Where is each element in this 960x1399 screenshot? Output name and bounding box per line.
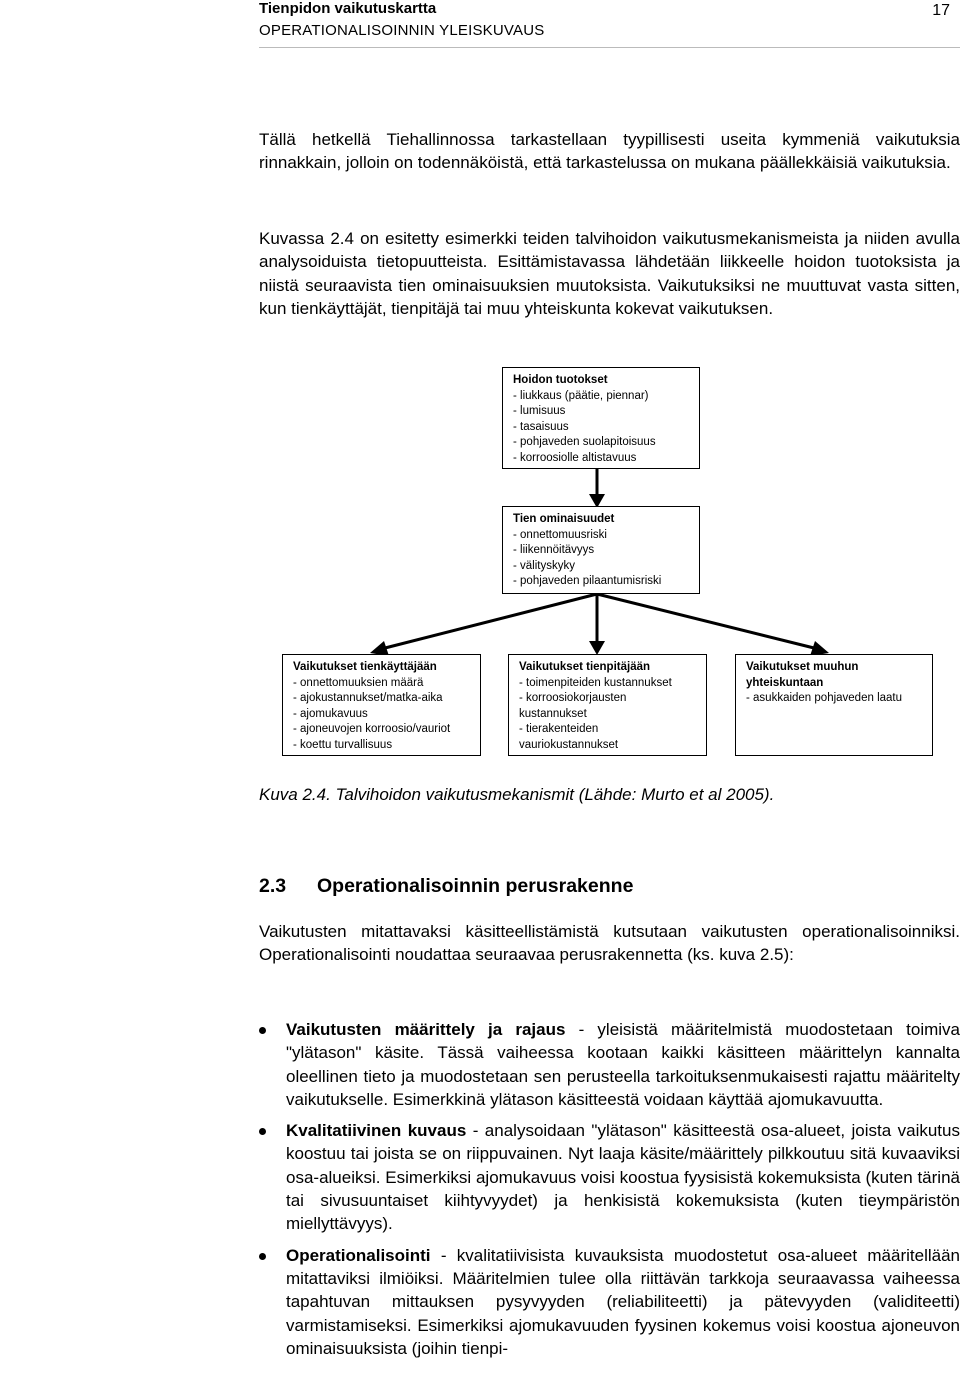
bullet-term: Kvalitatiivinen kuvaus	[286, 1121, 467, 1141]
list-item: - koettu turvallisuus	[293, 738, 393, 751]
bullet-term: Operationalisointi	[286, 1245, 431, 1265]
box-effects-road-maintainer-title: Vaikutukset tienpitäjään	[519, 661, 651, 673]
box-effects-society	[735, 654, 933, 756]
list-item: vauriokustannukset	[519, 738, 619, 751]
list-item: - pohjaveden suolapitoisuus	[513, 436, 656, 449]
list-item: - liikennöitävyys	[513, 544, 595, 557]
list-item: - tierakenteiden	[519, 723, 599, 736]
list-item: - onnettomuuksien määrä	[293, 676, 424, 689]
list-item	[259, 1244, 960, 1360]
box-road-properties-title: Tien ominaisuudet	[513, 513, 615, 525]
list-item: - lumisuus	[513, 405, 566, 418]
section-intro-paragraph: Vaikutusten mitattavaksi käsitteellistämistä kutsutaan vaikutusten operationalisoinniksi. Operationalisointi noudattaa seuraavaa perusrakennetta (ks. kuva 2.5):	[259, 922, 960, 965]
running-header-title: Tienpidon vaikutuskartta	[259, 0, 437, 17]
list-item: - asukkaiden pohjaveden laatu	[746, 692, 903, 705]
list-item: - onnettomuusriski	[513, 528, 607, 541]
list-item	[259, 1018, 960, 1111]
arrow-to-society	[597, 594, 814, 648]
box-maintenance-outputs	[502, 367, 700, 469]
box-maintenance-outputs-title: Hoidon tuotokset	[513, 374, 608, 386]
bullet-icon	[259, 1128, 266, 1135]
list-item: - ajomukavuus	[293, 707, 368, 720]
arrowhead-maintainer	[589, 641, 605, 655]
list-item	[259, 1119, 960, 1235]
box-effects-road-maintainer	[508, 654, 707, 756]
bullet-list	[259, 1018, 960, 1368]
section-title: Operationalisoinnin perusrakenne	[317, 875, 634, 897]
section-heading	[259, 875, 633, 898]
bullet-term: Vaikutusten määrittely ja rajaus	[286, 1020, 566, 1039]
list-item: kustannukset	[519, 707, 587, 720]
list-item: - korroosiokorjausten	[519, 692, 627, 705]
section-number: 2.3	[259, 875, 287, 897]
bullet-icon	[259, 1253, 266, 1260]
box-effects-society-title-line-1: Vaikutukset muuhun	[746, 661, 859, 673]
page-number: 17	[932, 2, 950, 19]
paragraph-2: Kuvassa 2.4 on esitetty esimerkki teiden talvihoidon vaikutusmekanismeista ja niiden avulla analysoiduista tietopuutteista. Esittämistavassa lähdetään liikkeelle hoidon tuotoksista ja niistä seuraavista tien ominaisuuksien muutoksista. Vaikutuksiksi ne muuttuvat vasta sitten, kun tienkäyttäjät, tienpitäjä tai muu yhteiskunta kokevat vaikutuksen.	[259, 229, 960, 318]
box-effects-society-title-line-2: yhteiskuntaan	[746, 676, 824, 689]
list-item: - ajoneuvojen korroosio/vauriot	[293, 723, 451, 736]
list-item: - välityskyky	[513, 559, 575, 572]
box-effects-road-users	[282, 654, 481, 756]
bullet-icon	[259, 1027, 266, 1034]
paragraph-1: Tällä hetkellä Tiehallinnossa tarkastellaan tyypillisesti useita kymmeniä vaikutuksia rinnakkain, jolloin on todennäköistä, että tarkastelussa on mukana päällekkäisiä vaikutuksia.	[259, 130, 960, 173]
box-effects-road-users-title: Vaikutukset tienkäyttäjään	[293, 661, 437, 673]
arrow-to-users	[385, 594, 597, 648]
list-item: - ajokustannukset/matka-aika	[293, 692, 443, 705]
bullet-text: - kvalitatiivisista kuvauksista muodostetut osa-alueet määritellään mitattaviksi ilmiöiksi. Määritelmien tulee olla riittävän tarkkoja seuraavassa vaiheessa tapahtuvan mittauksen pysyvyyden (reliabiliteetti) ja pätevyyden (validiteetti) varmistamiseksi. Esimerkiksi ajomukavuuden fyysinen kokemus voisi koostua ajoneuvon ominaisuuksista (joihin tienpi-	[286, 1245, 960, 1358]
bullet-text: - yleisistä määritelmistä muodostetaan toimiva "ylätason" käsite. Tässä vaiheessa kootaan kaikki käsitteen määrittelyn kannalta oleellinen tieto ja muodostetaan sen perusteella tarkoituksenmukaisesti rajattu määritelty vaikutukselle. Esimerkkinä ylätason käsitteestä voidaan käyttää ajomukavuutta.	[286, 1020, 960, 1109]
figure-caption: Kuva 2.4. Talvihoidon vaikutusmekanismit (Lähde: Murto et al 2005).	[259, 785, 775, 804]
list-item: - pohjaveden pilaantumisriski	[513, 575, 662, 588]
list-item: - korroosiolle altistavuus	[513, 451, 637, 464]
box-road-properties	[502, 506, 700, 594]
list-item: - liukkaus (päätie, piennar)	[513, 389, 649, 402]
running-header-subtitle: OPERATIONALISOINNIN YLEISKUVAUS	[259, 22, 545, 39]
list-item: - tasaisuus	[513, 420, 569, 433]
bullet-text: - analysoidaan "ylätason" käsitteestä osa-alueet, joista vaikutus koostuu tai joista se on riippuvainen. Nyt laaja käsite/määrittely pilkkoutuu sitä kuvaaviksi osa-alueiksi. Esimerkiksi ajomukavuus voisi koostua fyysisistä kokemuksista (kuten tärinä tai sivusuuntaiset kiihtyvyydet) ja henkisistä kokemuksista (kuten tieympäristön miellyttävyys).	[286, 1121, 960, 1234]
list-item: - toimenpiteiden kustannukset	[519, 676, 672, 689]
